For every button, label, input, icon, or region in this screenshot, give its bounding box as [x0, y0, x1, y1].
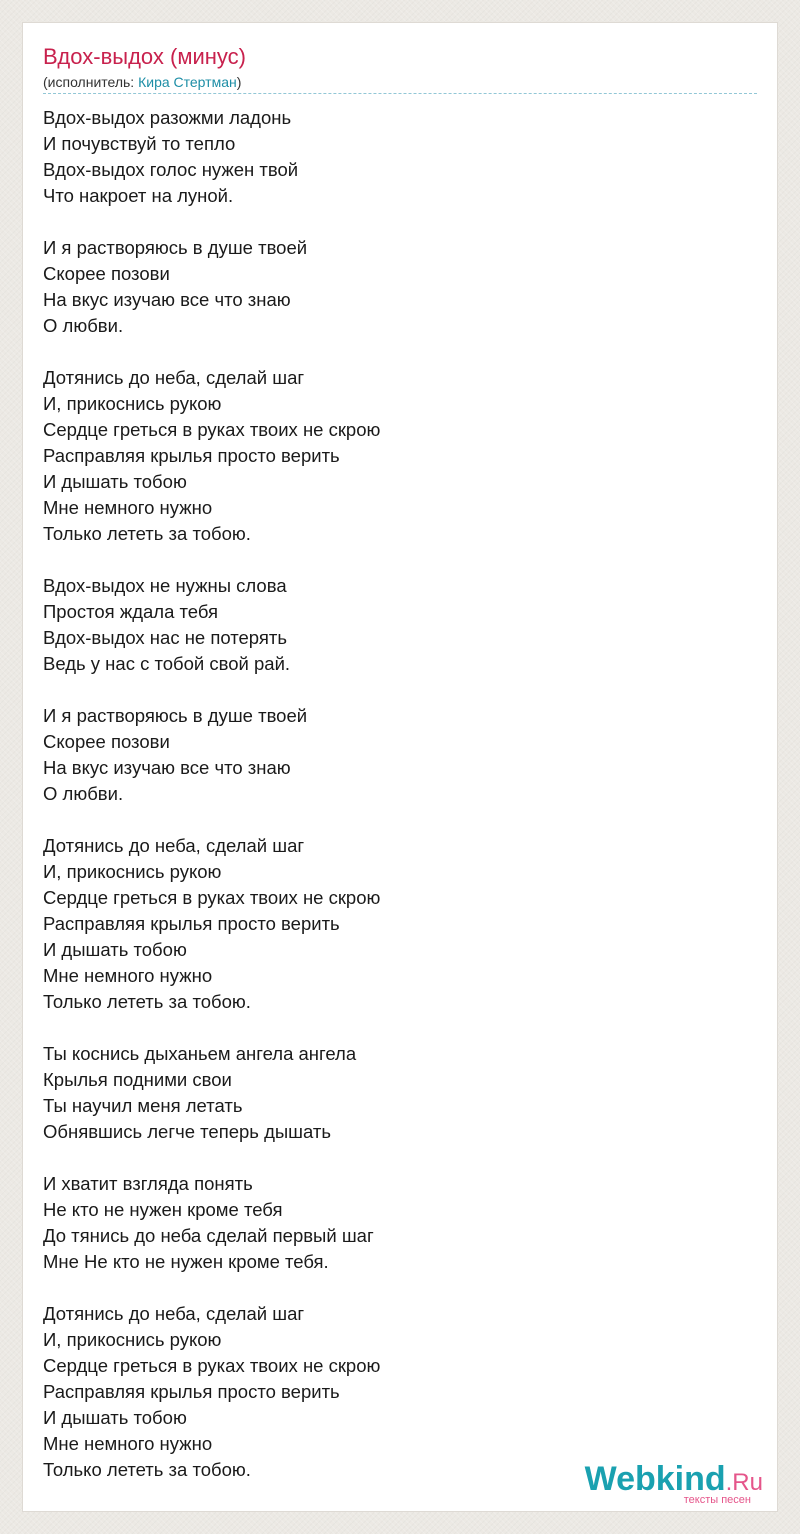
- lyric-line: И я растворяюсь в душе твоей: [43, 705, 308, 726]
- lyric-line: Расправляя крылья просто верить: [43, 445, 340, 466]
- lyric-line: Дотянись до неба, сделай шаг: [43, 367, 305, 388]
- lyric-line: И дышать тобою: [43, 939, 187, 960]
- lyric-line: Вдох-выдох нас не потерять: [43, 627, 288, 648]
- lyric-line: Сердце греться в руках твоих не скрою: [43, 887, 381, 908]
- lyric-line: Только лететь за тобою.: [43, 523, 251, 544]
- lyric-line: И, прикоснись рукою: [43, 861, 222, 882]
- lyric-line: Сердце греться в руках твоих не скрою: [43, 419, 381, 440]
- lyrics-card: [22, 22, 778, 1512]
- lyrics-stanza: [43, 105, 759, 209]
- lyric-line: Только лететь за тобою.: [43, 1459, 251, 1480]
- logo-tld: .Ru: [725, 1469, 763, 1496]
- lyric-line: И почувствуй то тепло: [43, 133, 236, 154]
- lyric-line: Дотянись до неба, сделай шаг: [43, 835, 305, 856]
- lyric-line: Мне немного нужно: [43, 965, 213, 986]
- byline-suffix: ): [236, 74, 242, 90]
- lyric-line: Вдох-выдох голос нужен твой: [43, 159, 299, 180]
- lyric-line: И, прикоснись рукою: [43, 393, 222, 414]
- lyric-line: Дотянись до неба, сделай шаг: [43, 1303, 305, 1324]
- artist-link[interactable]: Кира Стертман: [138, 74, 237, 90]
- lyrics-stanza: [43, 365, 759, 547]
- lyric-line: Расправляя крылья просто верить: [43, 1381, 340, 1402]
- byline-prefix: (исполнитель:: [43, 74, 139, 90]
- lyric-line: Вдох-выдох не нужны слова: [43, 575, 287, 596]
- logo-tagline: тексты песен: [683, 1494, 751, 1506]
- lyric-line: Что накроет на луной.: [43, 185, 234, 206]
- lyric-line: Не кто не нужен кроме тебя: [43, 1199, 283, 1220]
- lyrics-body: [43, 105, 759, 1509]
- lyric-line: Ты коснись дыханьем ангела ангела: [43, 1043, 357, 1064]
- lyric-line: Сердце греться в руках твоих не скрою: [43, 1355, 381, 1376]
- lyrics-stanza: [43, 235, 759, 339]
- lyric-line: Обнявшись легче теперь дышать: [43, 1121, 332, 1142]
- song-title: Вдох-выдох (минус): [43, 44, 246, 69]
- lyric-line: И дышать тобою: [43, 471, 187, 492]
- lyrics-stanza: [43, 1301, 759, 1483]
- lyric-line: О любви.: [43, 315, 124, 336]
- lyric-line: Мне немного нужно: [43, 497, 213, 518]
- lyric-line: И я растворяюсь в душе твоей: [43, 237, 308, 258]
- lyrics-stanza: [43, 1171, 759, 1275]
- lyric-line: На вкус изучаю все что знаю: [43, 289, 291, 310]
- lyric-line: Ты научил меня летать: [43, 1095, 243, 1116]
- artist-byline: [43, 73, 241, 91]
- lyric-line: Крылья подними свои: [43, 1069, 232, 1090]
- lyric-line: Расправляя крылья просто верить: [43, 913, 340, 934]
- lyrics-stanza: [43, 703, 759, 807]
- lyric-line: И, прикоснись рукою: [43, 1329, 222, 1350]
- lyric-line: Простоя ждала тебя: [43, 601, 219, 622]
- lyric-line: Мне немного нужно: [43, 1433, 213, 1454]
- lyric-line: До тянись до неба сделай первый шаг: [43, 1225, 374, 1246]
- title-divider: [43, 93, 757, 94]
- lyrics-stanza: [43, 1041, 759, 1145]
- lyric-line: О любви.: [43, 783, 124, 804]
- lyric-line: И хватит взгляда понять: [43, 1173, 253, 1194]
- logo-name: Webkind: [584, 1460, 726, 1498]
- lyric-line: И дышать тобою: [43, 1407, 187, 1428]
- lyric-line: Мне Не кто не нужен кроме тебя.: [43, 1251, 329, 1272]
- lyric-line: Вдох-выдох разожми ладонь: [43, 107, 292, 128]
- site-logo[interactable]: [569, 1461, 769, 1507]
- lyrics-stanza: [43, 833, 759, 1015]
- lyric-line: На вкус изучаю все что знаю: [43, 757, 291, 778]
- lyric-line: Скорее позови: [43, 263, 170, 284]
- lyric-line: Только лететь за тобою.: [43, 991, 251, 1012]
- lyric-line: Ведь у нас с тобой свой рай.: [43, 653, 291, 674]
- lyric-line: Скорее позови: [43, 731, 170, 752]
- lyrics-stanza: [43, 573, 759, 677]
